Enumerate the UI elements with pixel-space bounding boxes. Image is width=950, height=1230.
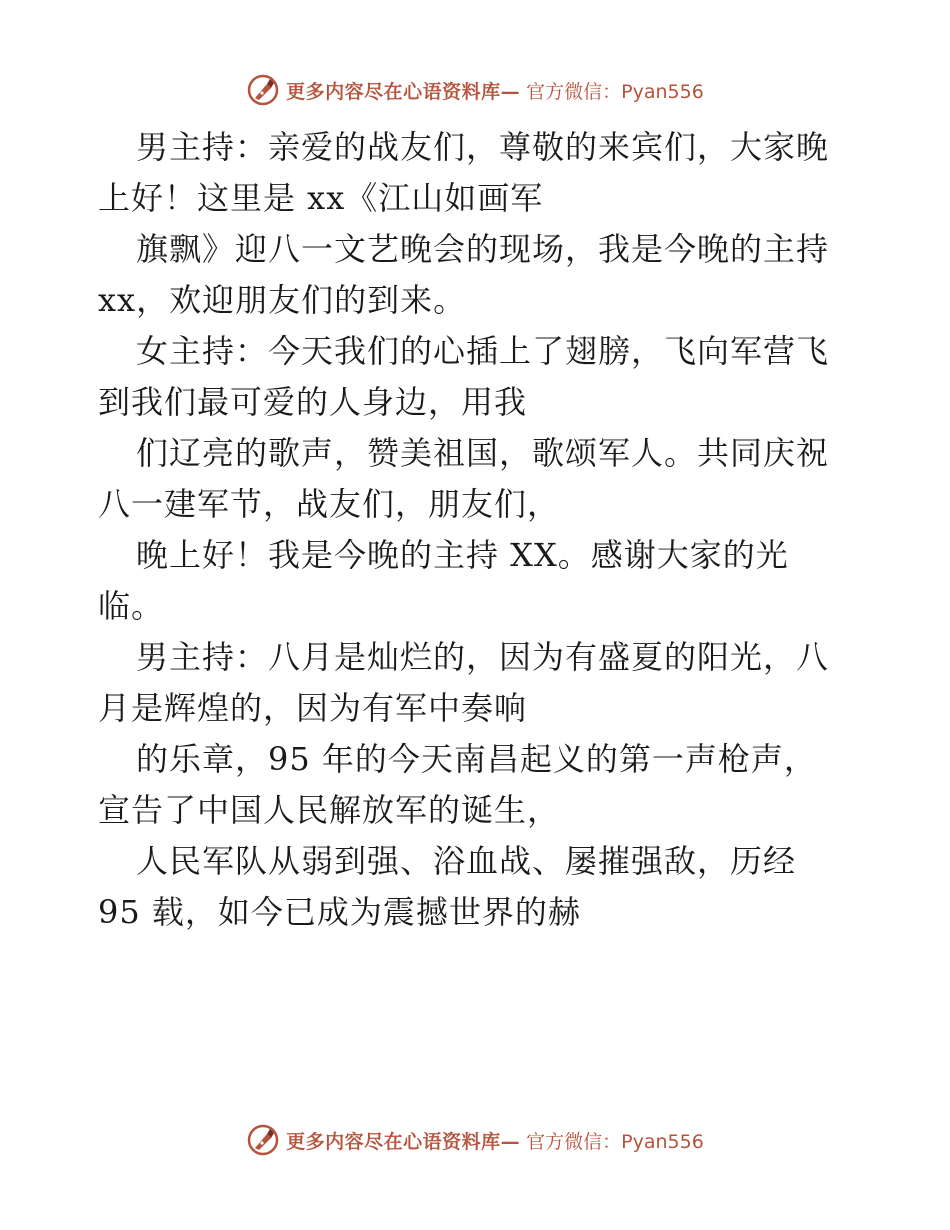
text-line: 临。 — [98, 587, 165, 625]
text-line: 男主持：亲爱的战友们，尊敬的来宾们，大家晚 — [136, 128, 830, 166]
banner-brand-text: 更多内容尽在心语资料库— — [286, 80, 521, 103]
header-banner — [0, 70, 950, 110]
text-line: 月是辉煌的，因为有军中奏响 — [98, 689, 528, 727]
text-line: xx，欢迎朋友们的到来。 — [98, 281, 467, 319]
banner-contact-text: 官方微信：Pyan556 — [526, 80, 704, 103]
text-line: 上好！这里是 xx《江山如画军 — [98, 179, 544, 217]
text-line: 宣告了中国人民解放军的诞生， — [98, 791, 561, 829]
pen-nib-logo-icon — [246, 73, 280, 107]
footer-banner — [0, 1120, 950, 1160]
text-line: 男主持：八月是灿烂的，因为有盛夏的阳光，八 — [136, 638, 830, 676]
banner-contact-text: 官方微信：Pyan556 — [526, 1130, 704, 1153]
text-line: 95 载，如今已成为震撼世界的赫 — [98, 893, 581, 931]
text-line: 的乐章，95 年的今天南昌起义的第一声枪声， — [136, 740, 817, 778]
text-line: 们辽亮的歌声，赞美祖国，歌颂军人。共同庆祝 — [136, 434, 830, 472]
text-line: 晚上好！我是今晚的主持 XX。感谢大家的光 — [136, 536, 789, 574]
text-line: 八一建军节，战友们，朋友们， — [98, 485, 561, 523]
text-line: 旗飘》迎八一文艺晚会的现场，我是今晚的主持 — [136, 230, 830, 268]
document-body — [98, 122, 858, 938]
text-line: 女主持：今天我们的心插上了翅膀，飞向军营飞 — [136, 332, 830, 370]
pen-nib-logo-icon — [246, 1123, 280, 1157]
text-line: 到我们最可爱的人身边，用我 — [98, 383, 528, 421]
text-line: 人民军队从弱到强、浴血战、屡摧强敌，历经 — [136, 842, 797, 880]
banner-brand-text: 更多内容尽在心语资料库— — [286, 1130, 521, 1153]
